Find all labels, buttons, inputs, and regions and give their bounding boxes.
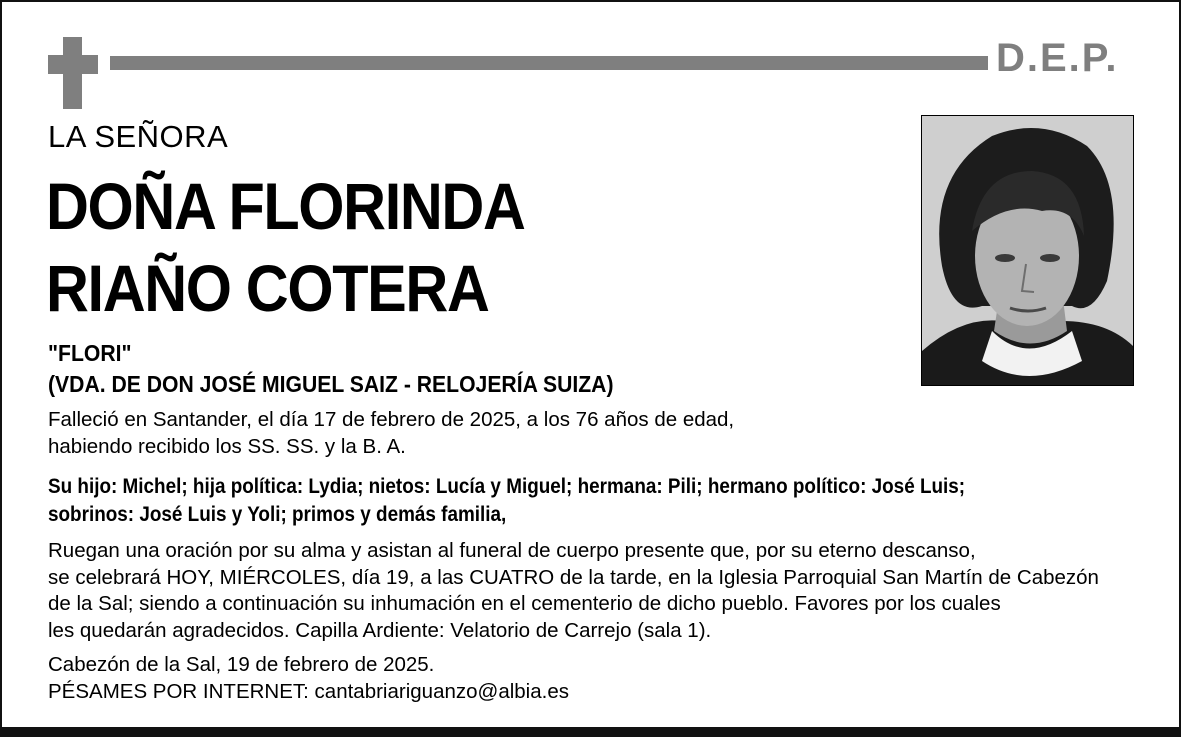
widow-of: (VDA. DE DON JOSÉ MIGUEL SAIZ - RELOJERÍA SUIZA) xyxy=(48,371,614,397)
bottom-rule xyxy=(0,727,1181,737)
death-notice xyxy=(48,407,734,460)
funeral-line: les quedarán agradecidos. Capilla Ardiente: Velatorio de Carrejo (sala 1). xyxy=(48,618,712,642)
death-notice-line: habiendo recibido los SS. SS. y la B. A. xyxy=(48,434,406,458)
dep-label: D.E.P. xyxy=(996,36,1119,80)
portrait-photo xyxy=(921,115,1134,386)
family-line: Su hijo: Michel; hija política: Lydia; nietos: Lucía y Miguel; hermana: Pili; hermano político: José Luis; xyxy=(48,475,966,498)
death-notice-line: Falleció en Santander, el día 17 de febrero de 2025, a los 76 años de edad, xyxy=(48,408,735,431)
nickname: "FLORI" xyxy=(48,340,132,366)
funeral-line: se celebrará HOY, MIÉRCOLES, día 19, a las CUATRO de la tarde, en la Iglesia Parroquial San Martín de Cabezón xyxy=(48,565,1099,589)
deceased-name-line1: DOÑA FLORINDA xyxy=(46,169,525,243)
funeral-line: Ruegan una oración por su alma y asistan al funeral de cuerpo presente que, por su eterno descanso, xyxy=(48,539,976,562)
family-list xyxy=(48,473,965,529)
cross-icon-bar xyxy=(48,55,98,74)
intro-label: LA SEÑORA xyxy=(48,119,229,154)
header-rule xyxy=(110,56,988,70)
funeral-line: de la Sal; siendo a continuación su inhumación en el cementerio de dicho pueblo. Favores por los cuales xyxy=(48,592,1001,615)
condolences-email: PÉSAMES POR INTERNET: cantabriariguanzo@albia.es xyxy=(48,679,569,703)
family-line: sobrinos: José Luis y Yoli; primos y demás familia, xyxy=(48,503,507,526)
funeral-details xyxy=(48,538,1099,644)
date-place: Cabezón de la Sal, 19 de febrero de 2025. xyxy=(48,653,435,676)
portrait-image xyxy=(922,116,1133,385)
deceased-name-line2: RIAÑO COTERA xyxy=(46,251,489,325)
footer xyxy=(48,652,569,705)
